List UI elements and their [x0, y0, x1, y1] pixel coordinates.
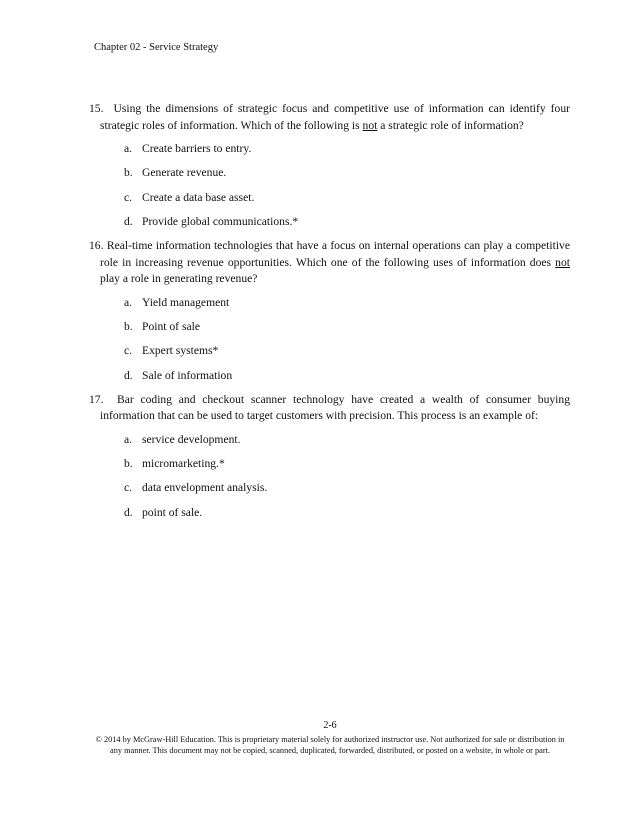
option-text: point of sale. — [142, 505, 203, 519]
answer-option — [124, 343, 570, 360]
option-letter: b. — [124, 166, 133, 180]
answer-option — [124, 190, 570, 207]
option-text: Point of sale — [142, 319, 200, 333]
option-letter: d. — [124, 368, 133, 382]
question-stem — [89, 101, 570, 134]
stem-text-end: play a role in generating revenue? — [100, 272, 258, 286]
stem-emphasis: not — [555, 255, 570, 269]
stem-text: Bar coding and checkout scanner technology have created a wealth of consumer buying information that can be used to target customers with precision. This process is an example of: — [100, 392, 570, 423]
answer-option — [124, 214, 570, 231]
answer-options — [89, 141, 570, 230]
stem-emphasis: not — [362, 118, 378, 132]
option-letter: a. — [124, 142, 133, 155]
answer-option — [124, 456, 570, 473]
question-number: 17. — [89, 392, 104, 406]
answer-option — [124, 505, 570, 522]
option-letter: b. — [124, 457, 133, 471]
question-15 — [89, 101, 570, 230]
question-16 — [89, 238, 570, 384]
answer-option — [124, 165, 570, 182]
option-letter: c. — [124, 190, 133, 204]
option-letter: b. — [124, 319, 133, 333]
stem-text-end: a strategic role of information? — [377, 118, 524, 132]
option-letter: d. — [124, 214, 133, 228]
option-text: Generate revenue. — [142, 166, 227, 180]
question-number: 16. — [89, 239, 104, 253]
answer-option — [124, 295, 570, 312]
stem-text: Using the dimensions of strategic focus and competitive use of information can identify four strategic roles of information. Which of the following is — [100, 102, 570, 132]
answer-options — [89, 432, 570, 521]
question-stem — [89, 392, 570, 425]
page-number: 2-6 — [323, 720, 337, 731]
question-17 — [89, 392, 570, 521]
page-footer — [90, 720, 570, 757]
option-text: micromarketing.* — [142, 457, 225, 471]
answer-option — [124, 480, 570, 497]
answer-option — [124, 319, 570, 336]
option-text: Create a data base asset. — [142, 190, 255, 204]
answer-option — [124, 432, 570, 449]
option-letter: d. — [124, 505, 133, 519]
answer-option — [124, 368, 570, 385]
answer-options — [89, 295, 570, 384]
stem-text: Real-time information technologies that have a focus on internal operations can play a competitive role in increasing revenue opportunities. Which one of the following uses of information does — [100, 239, 570, 269]
option-letter: c. — [124, 344, 133, 358]
option-text: data envelopment analysis. — [142, 481, 268, 495]
running-header: Chapter 02 - Service Strategy — [94, 42, 219, 53]
option-letter: a. — [124, 432, 133, 446]
option-letter: a. — [124, 295, 133, 309]
question-number: 15. — [89, 102, 104, 115]
option-letter: c. — [124, 481, 133, 495]
copyright-notice: © 2014 by McGraw-Hill Education. This is proprietary material solely for authorized instructor use. Not authorized for sale or distribution in any manner. This document may not be copied, scanned, duplicated, forwarded, distributed, or posted on a website, in whole or part. — [95, 734, 565, 755]
option-text: Expert systems* — [142, 344, 219, 358]
option-text: Sale of information — [142, 368, 233, 382]
question-list — [89, 101, 570, 529]
answer-option — [124, 141, 570, 158]
option-text: Create barriers to entry. — [142, 142, 252, 155]
option-text: Provide global communications.* — [142, 214, 299, 228]
option-text: Yield management — [142, 295, 230, 309]
option-text: service development. — [142, 432, 241, 446]
question-stem — [89, 238, 570, 288]
